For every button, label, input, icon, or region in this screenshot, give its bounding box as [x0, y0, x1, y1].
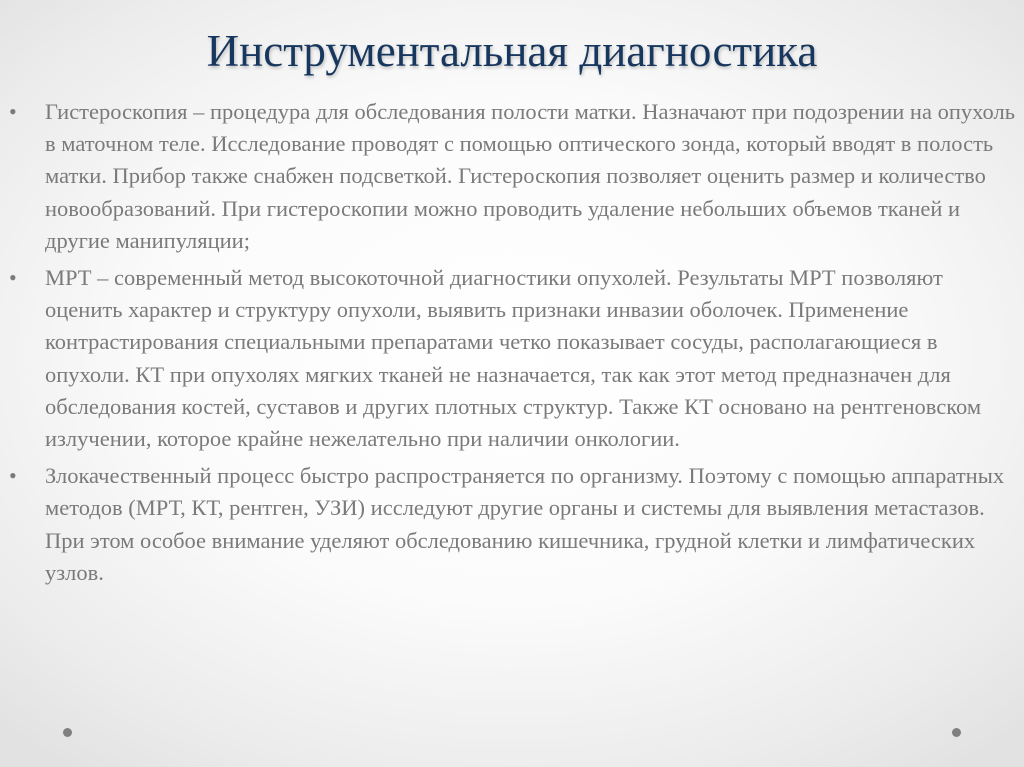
- bullet-marker: •: [9, 265, 17, 291]
- bullet-text: Злокачественный процесс быстро распространяется по организму. Поэтому с помощью аппаратных методов (МРТ, КТ, рентген, УЗИ) исследуют другие органы и системы для выявления метастазов. При этом особое внимание уделяют обследованию кишечника, грудной клетки и лимфатических узлов.: [45, 463, 1005, 585]
- bullet-list: [0, 96, 1024, 594]
- slide-title: Инструментальная диагностика: [206, 26, 818, 76]
- bullet-marker: •: [9, 99, 17, 124]
- bullet-item-hysteroscopy: [0, 96, 1024, 257]
- bullet-text: Гистероскопия – процедура для обследования полости матки. Назначают при подозрении на опухоль в маточном теле. Исследование проводят с помощью оптического зонда, который вводят в полость матки. Прибор также снабжен подсветкой. Гистероскопия позволяет оценить размер и количество новообразований. При гистероскопии можно проводить удаление небольших объемов тканей и другие манипуляции;: [45, 99, 1015, 253]
- bullet-text: МРТ – современный метод высокоточной диагностики опухолей. Результаты МРТ позволяют оценить характер и структуру опухоли, выявить признаки инвазии оболочек. Применение контрастирования специальными препаратами четко показывает сосуды, располагающиеся в опухоли. КТ при опухолях мягких тканей не назначается, так как этот метод предназначен для обследования костей, суставов и других плотных структур. Также КТ основано на рентгеновском излучении, которое крайне нежелательно при наличии онкологии.: [45, 265, 982, 452]
- bullet-item-metastasis: [0, 460, 1024, 589]
- decorative-dot-right: [952, 728, 961, 737]
- bullet-item-mri: [0, 262, 1024, 455]
- bullet-marker: •: [9, 463, 17, 489]
- decorative-dot-left: [63, 728, 72, 737]
